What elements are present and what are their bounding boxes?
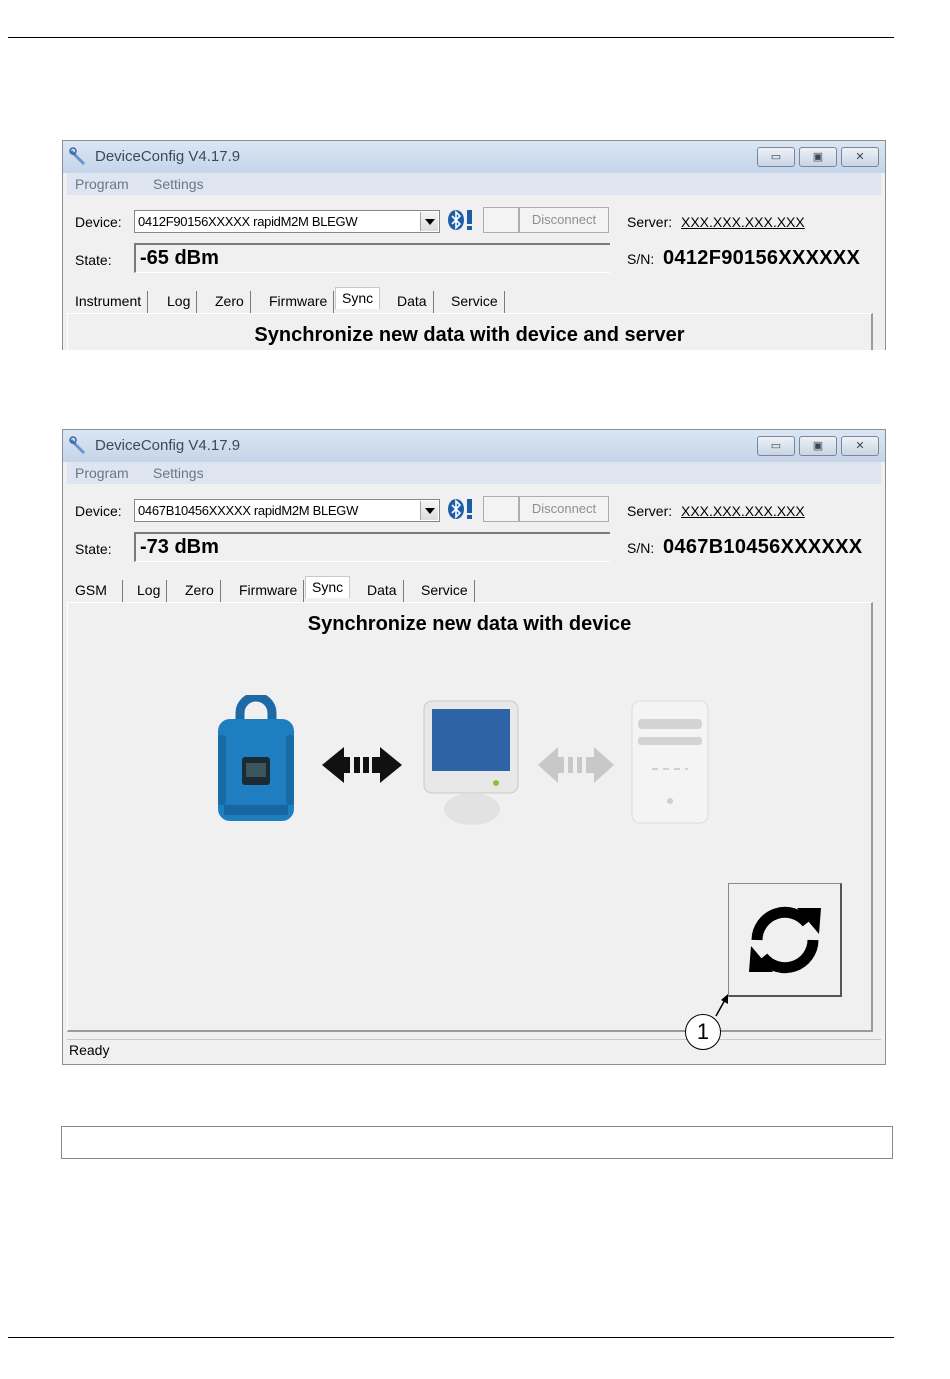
app-wrench-icon — [69, 436, 89, 456]
menu-program[interactable]: Program — [75, 465, 129, 481]
tab-firmware[interactable]: Firmware — [233, 580, 304, 602]
tab-log[interactable]: Log — [131, 580, 167, 602]
device-select-value: 0412F90156XXXXX rapidM2M BLEGW — [138, 214, 358, 229]
minimize-button[interactable]: ▭ — [757, 147, 795, 167]
menu-bar — [67, 462, 881, 484]
disconnect-button[interactable]: Disconnect — [519, 496, 609, 522]
tab-service[interactable]: Service — [415, 580, 475, 602]
bottom-rule — [8, 1337, 894, 1338]
server-tower-icon — [628, 699, 712, 827]
maximize-button[interactable]: ▣ — [799, 436, 837, 456]
sensor-device-icon — [214, 695, 298, 825]
refresh-icon — [743, 898, 827, 982]
disconnect-button[interactable]: Disconnect — [519, 207, 609, 233]
server-label: Server: — [627, 214, 673, 230]
bidirectional-arrow-icon — [320, 743, 404, 787]
tab-data[interactable]: Data — [391, 291, 434, 313]
title-bar — [63, 141, 885, 173]
status-text: Ready — [69, 1042, 110, 1058]
server-link[interactable]: XXX.XXX.XXX.XXX — [681, 503, 805, 519]
tab-firmware[interactable]: Firmware — [263, 291, 334, 313]
callout-marker: 1 — [685, 1014, 721, 1050]
chevron-down-icon[interactable] — [420, 212, 438, 231]
tab-zero[interactable]: Zero — [209, 291, 251, 313]
sn-value: 0412F90156XXXXXX — [663, 247, 861, 269]
menu-settings[interactable]: Settings — [153, 176, 204, 192]
state-display — [134, 532, 610, 562]
maximize-button[interactable]: ▣ — [799, 147, 837, 167]
state-value: -73 dBm — [140, 536, 219, 558]
server-label: Server: — [627, 503, 673, 519]
tab-instrument[interactable]: Instrument — [69, 291, 148, 313]
blank-button[interactable] — [483, 207, 519, 233]
top-rule — [8, 37, 894, 38]
close-button[interactable]: ✕ — [841, 147, 879, 167]
panel-title: Synchronize new data with device — [307, 613, 632, 635]
status-bar — [67, 1039, 881, 1062]
state-display — [134, 243, 610, 273]
device-select[interactable] — [134, 499, 440, 522]
tab-sync[interactable]: Sync — [305, 576, 350, 598]
server-link[interactable]: XXX.XXX.XXX.XXX — [681, 214, 805, 230]
sync-panel — [67, 313, 873, 350]
app-wrench-icon — [69, 147, 89, 167]
title-bar — [63, 430, 885, 462]
caption-box — [61, 1126, 893, 1159]
sn-label: S/N: — [627, 540, 655, 556]
blank-button[interactable] — [483, 496, 519, 522]
sync-button[interactable] — [728, 883, 842, 997]
menu-bar — [67, 173, 881, 195]
computer-monitor-icon — [420, 699, 520, 827]
tab-sync[interactable]: Sync — [335, 287, 380, 309]
sync-panel — [67, 602, 873, 1032]
sn-value: 0467B10456XXXXXX — [663, 536, 863, 558]
bluetooth-alert-icon[interactable] — [445, 207, 481, 233]
device-label: Device: — [75, 503, 122, 519]
tab-log[interactable]: Log — [161, 291, 197, 313]
sn-label: S/N: — [627, 251, 655, 267]
tab-service[interactable]: Service — [445, 291, 505, 313]
bluetooth-alert-icon[interactable] — [445, 496, 481, 522]
close-button[interactable]: ✕ — [841, 436, 879, 456]
window-sync-device-server — [62, 140, 886, 350]
device-select[interactable] — [134, 210, 440, 233]
menu-program[interactable]: Program — [75, 176, 129, 192]
state-label: State: — [75, 252, 112, 268]
state-label: State: — [75, 541, 112, 557]
bidirectional-arrow-faded-icon — [536, 743, 616, 787]
tab-data[interactable]: Data — [361, 580, 404, 602]
tab-zero[interactable]: Zero — [179, 580, 221, 602]
callout-pointer-arrow — [710, 994, 734, 1018]
window-title: DeviceConfig V4.17.9 — [95, 148, 241, 165]
state-value: -65 dBm — [140, 247, 219, 269]
tab-gsm[interactable]: GSM — [69, 580, 123, 602]
panel-title: Synchronize new data with device and server — [254, 324, 685, 346]
minimize-button[interactable]: ▭ — [757, 436, 795, 456]
window-sync-device — [62, 429, 886, 1065]
menu-settings[interactable]: Settings — [153, 465, 204, 481]
window-title: DeviceConfig V4.17.9 — [95, 437, 241, 454]
device-select-value: 0467B10456XXXXX rapidM2M BLEGW — [138, 503, 359, 518]
chevron-down-icon[interactable] — [420, 501, 438, 520]
device-label: Device: — [75, 214, 122, 230]
